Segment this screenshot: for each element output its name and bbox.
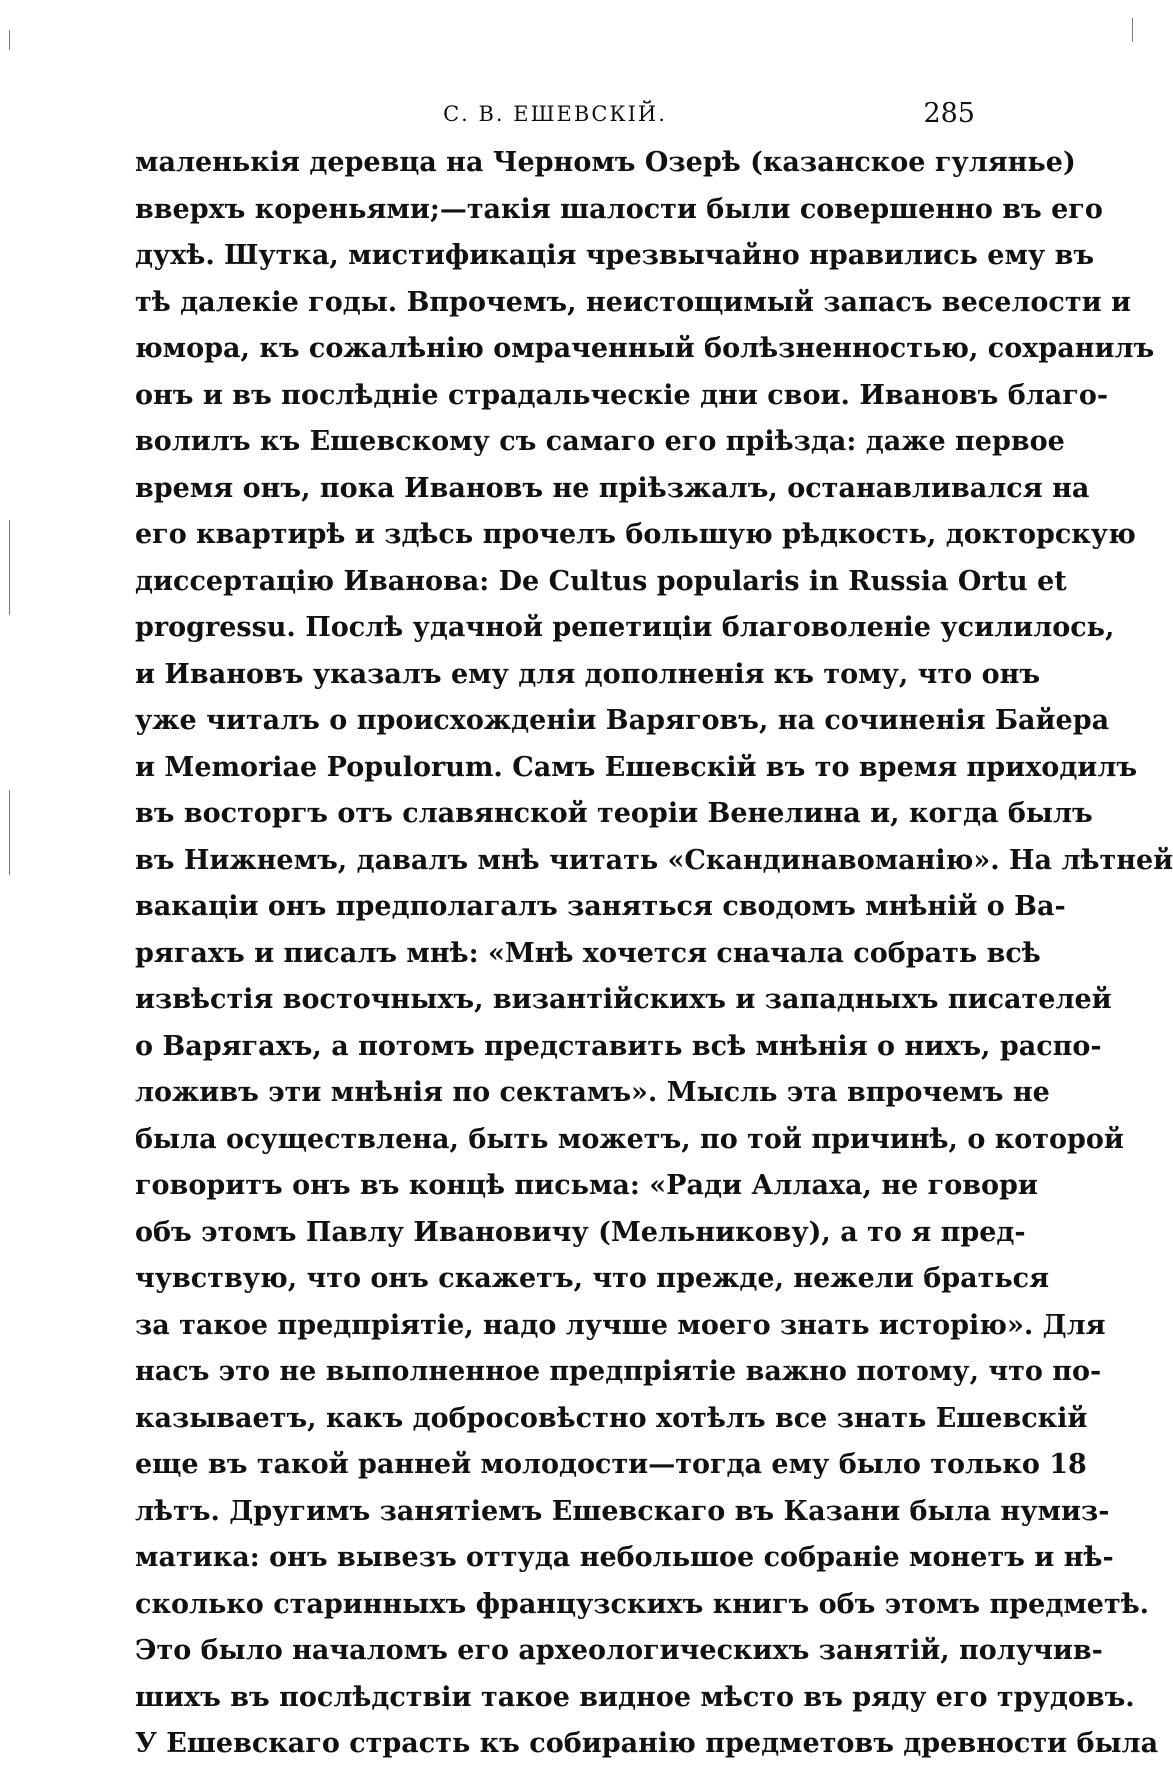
text-line: была осуществлена, быть можетъ, по той причинѣ, о которой: [135, 1123, 1124, 1155]
text-line: сколько старинныхъ французскихъ книгъ объ этомъ предметѣ.: [135, 1588, 1150, 1620]
text-line: онъ и въ послѣдніе страдальческіе дни свои. Ивановъ благо-: [135, 379, 1109, 411]
text-line: progressu. Послѣ удачной репетиціи благоволеніе усилилось,: [135, 612, 1115, 643]
text-line: время онъ, пока Ивановъ не пріѣзжалъ, останавливался на: [135, 472, 1090, 504]
text-line: вверхъ кореньями;—такія шалости были совершенно въ его: [135, 193, 1103, 225]
text-line: маленькія деревца на Черномъ Озерѣ (казанское гулянье): [135, 147, 1076, 178]
text-line: ложивъ эти мнѣнія по сектамъ». Мысль эта впрочемъ не: [135, 1077, 1050, 1108]
text-line: диссертацію Иванова: De Cultus popularis in Russia Ortu et: [135, 565, 1067, 597]
scan-edge-mark-top-right: [1132, 18, 1133, 42]
text-line: насъ это не выполненное предпріятіе важно потому, что по-: [135, 1356, 1102, 1387]
text-line: говоритъ онъ въ концѣ письма: «Ради Аллаха, не говори: [135, 1170, 1038, 1201]
scan-edge-mark-left-1: [9, 520, 10, 615]
scan-edge-mark-left-2: [9, 790, 10, 875]
page-header: [135, 96, 975, 132]
body-text: [135, 140, 1173, 1768]
text-line: въ восторгъ отъ славянской теоріи Венелина и, когда былъ: [135, 798, 1093, 829]
text-line: за такое предпріятіе, надо лучше моего знать исторію». Для: [135, 1309, 1106, 1341]
text-line: шихъ въ послѣдствіи такое видное мѣсто въ ряду его трудовъ.: [135, 1681, 1135, 1713]
text-line: вакаціи онъ предполагалъ заняться сводомъ мнѣній о Ва-: [135, 891, 1066, 922]
running-title: С. В. ЕШЕВСКІЙ.: [443, 102, 667, 126]
text-line: матика: онъ вывезъ оттуда небольшое собраніе монетъ и нѣ-: [135, 1542, 1114, 1573]
text-line: тѣ далекіе годы. Впрочемъ, неистощимый запасъ веселости и: [135, 286, 1132, 318]
text-line: У Ешевскаго страсть къ собиранію предметовъ древности была: [135, 1728, 1159, 1759]
text-line: извѣстія восточныхъ, византійскихъ и западныхъ писателей: [135, 984, 1112, 1015]
text-line: объ этомъ Павлу Ивановичу (Мельникову), а то я пред-: [135, 1216, 1026, 1248]
text-line: въ Нижнемъ, давалъ мнѣ читать «Скандинавоманію». На лѣтней: [135, 844, 1173, 876]
text-line: Это было началомъ его археологическихъ занятій, получив-: [135, 1635, 1103, 1666]
text-line: о Варягахъ, а потомъ представить всѣ мнѣнія о нихъ, распо-: [135, 1030, 1102, 1062]
text-line: духѣ. Шутка, мистификація чрезвычайно нравились ему въ: [135, 240, 1095, 271]
text-line: и Ивановъ указалъ ему для дополненія къ тому, что онъ: [135, 658, 1041, 690]
text-line: чувствую, что онъ скажетъ, что прежде, нежели браться: [135, 1263, 1050, 1294]
text-line: лѣтъ. Другимъ занятіемъ Ешевскаго въ Казани была нумиз-: [135, 1495, 1110, 1527]
text-line: еще въ такой ранней молодости—тогда ему было только 18: [135, 1449, 1087, 1480]
text-line: казываетъ, какъ добросовѣстно хотѣлъ все знать Ешевскій: [135, 1402, 1088, 1434]
text-line: волилъ къ Ешевскому съ самаго его пріѣзда: даже первое: [135, 426, 1065, 457]
text-line: уже читалъ о происхожденіи Варяговъ, на сочиненія Байера: [135, 705, 1110, 736]
text-line: юмора, къ сожалѣнію омраченный болѣзненностью, сохранилъ: [135, 333, 1155, 364]
text-line: рягахъ и писалъ мнѣ: «Мнѣ хочется сначала собрать всѣ: [135, 937, 1041, 969]
text-line: и Memoriae Populorum. Самъ Ешевскій въ то время приходилъ: [135, 751, 1138, 783]
scan-edge-mark-top-left: [9, 30, 10, 50]
text-line: его квартирѣ и здѣсь прочелъ большую рѣдкость, докторскую: [135, 519, 1136, 550]
page-number: 285: [923, 98, 975, 129]
